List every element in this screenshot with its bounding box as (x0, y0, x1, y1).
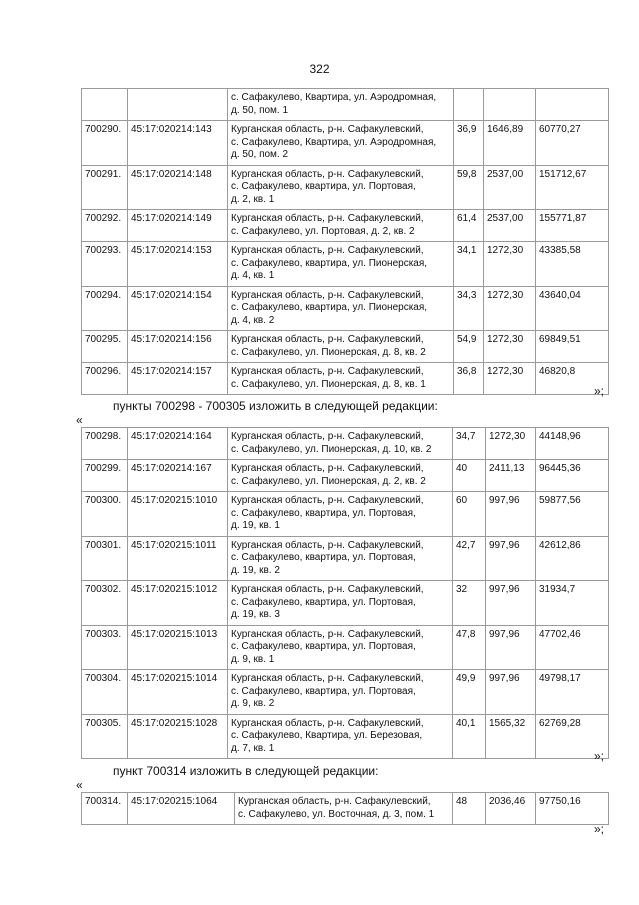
area-cell (453, 428, 486, 460)
unit-value-cell (484, 121, 536, 166)
unit-value: 997,96 (489, 584, 520, 595)
address-cell (228, 286, 454, 331)
row-number: 700290. (85, 124, 122, 135)
row-number: 700314. (85, 796, 122, 807)
row-number-cell (82, 331, 128, 363)
cadastral-value: 49798,17 (539, 673, 581, 684)
unit-value-cell (484, 242, 536, 287)
cadastral-value: 44148,96 (539, 431, 581, 442)
cadastral-number: 45:17:020214:143 (131, 124, 212, 135)
cadastral-number-cell (128, 242, 228, 287)
area: 32 (456, 584, 468, 595)
row-number: 700296. (85, 366, 122, 377)
cadastral-number-cell (128, 210, 228, 242)
area-cell (454, 286, 484, 331)
cadastral-value-cell (536, 286, 609, 331)
unit-value-cell (486, 625, 536, 670)
unit-value-cell (486, 793, 536, 825)
row-number: 700295. (85, 334, 122, 345)
unit-value-cell (484, 89, 536, 121)
address-line: с. Сафакулево, Квартира, ул. Аэродромная, (231, 136, 437, 148)
address-line: Курганская область, р-н. Сафакулевский, (231, 168, 424, 180)
unit-value-cell (484, 210, 536, 242)
table-row (82, 286, 609, 331)
address-line: с. Сафакулево, Квартира, ул. Березовая, (231, 730, 423, 741)
area-cell (453, 460, 486, 492)
unit-value-cell (486, 428, 536, 460)
unit-value: 1272,30 (487, 334, 524, 345)
table-1 (81, 88, 609, 395)
row-number-cell (82, 121, 128, 166)
table-2 (81, 427, 609, 759)
area: 40,1 (456, 717, 476, 729)
address-line: Курганская область, р-н. Сафакулевский, (231, 673, 424, 684)
area: 34,1 (457, 245, 477, 256)
address-cell (228, 331, 454, 363)
area-cell (453, 670, 486, 715)
address-line: д. 7, кв. 1 (231, 742, 275, 754)
address-cell (228, 670, 453, 715)
cadastral-value: 155771,87 (539, 213, 587, 224)
unit-value: 997,96 (489, 673, 520, 684)
area: 54,9 (457, 334, 477, 345)
cadastral-number: 45:17:020215:1014 (131, 673, 218, 684)
cadastral-number: 45:17:020215:1013 (131, 628, 218, 640)
unit-value: 2537,00 (487, 168, 524, 180)
row-number-cell (82, 428, 128, 460)
area-cell (453, 536, 486, 581)
address-line: с. Сафакулево, квартира, ул. Пионерская, (231, 302, 428, 313)
row-number-cell (82, 286, 128, 331)
unit-value: 1272,30 (487, 245, 524, 256)
address-line: Курганская область, р-н. Сафакулевский, (231, 463, 424, 474)
cadastral-value: 31934,7 (539, 584, 576, 595)
area-cell (453, 714, 486, 759)
address-line: с. Сафакулево, квартира, ул. Портовая, (231, 181, 416, 192)
address-cell (228, 210, 454, 242)
address-line: с. Сафакулево, квартира, ул. Портовая, (231, 507, 416, 519)
address-line: д. 19, кв. 3 (231, 609, 280, 620)
area: 40 (456, 463, 468, 474)
cadastral-value: 96445,36 (539, 463, 581, 474)
cadastral-value: 151712,67 (539, 168, 587, 180)
area: 34,3 (457, 289, 477, 301)
row-number: 700305. (85, 717, 122, 729)
open-quote-1: « (76, 413, 83, 427)
area-cell (454, 121, 484, 166)
table-row (82, 210, 609, 242)
cadastral-number: 45:17:020214:167 (131, 463, 212, 474)
cadastral-value: 97750,16 (539, 796, 581, 807)
area-cell (453, 581, 486, 626)
unit-value-cell (486, 670, 536, 715)
area-cell (454, 89, 484, 121)
address-line: с. Сафакулево, ул. Портовая, д. 2, кв. 2 (231, 225, 415, 237)
row-number: 700292. (85, 213, 122, 224)
row-number-cell (82, 242, 128, 287)
table-3 (81, 792, 609, 825)
address-line: с. Сафакулево, ул. Восточная, д. 3, пом. 1 (238, 808, 435, 820)
area: 36,9 (457, 124, 477, 135)
area-cell (454, 242, 484, 287)
unit-value: 1565,32 (489, 717, 526, 729)
cadastral-number-cell (128, 286, 228, 331)
table-row (82, 363, 609, 395)
address-line: д. 50, пом. 1 (231, 104, 289, 116)
cadastral-value: 69849,51 (539, 334, 581, 345)
address-line: с. Сафакулево, ул. Пионерская, д. 8, кв. 2 (231, 346, 426, 358)
cadastral-number: 45:17:020215:1064 (131, 796, 218, 807)
unit-value-cell (486, 714, 536, 759)
address-line: д. 50, пом. 2 (231, 149, 289, 160)
cadastral-number: 45:17:020214:149 (131, 213, 212, 224)
paragraph-item-700314: пункт 700314 изложить в следующей редакции: (113, 764, 379, 778)
address-line: с. Сафакулево, ул. Пионерская, д. 8, кв. 1 (231, 378, 426, 390)
row-number-cell (82, 89, 128, 121)
table-row (82, 242, 609, 287)
area: 42,7 (456, 539, 476, 551)
table-row (82, 793, 609, 825)
unit-value: 1272,30 (487, 366, 524, 377)
unit-value: 1272,30 (487, 289, 524, 301)
address-line: с. Сафакулево, квартира, ул. Портовая, (231, 641, 416, 652)
address-line: с. Сафакулево, ул. Пионерская, д. 10, кв. 2 (231, 443, 432, 455)
address-line: с. Сафакулево, квартира, ул. Портовая, (231, 596, 416, 608)
page-number: 322 (309, 62, 330, 76)
address-cell (228, 428, 453, 460)
cadastral-number: 45:17:020214:148 (131, 168, 212, 180)
address-line: д. 4, кв. 1 (231, 270, 275, 281)
row-number-cell (82, 460, 128, 492)
cadastral-value: 60770,27 (539, 124, 581, 135)
cadastral-number-cell (128, 165, 228, 210)
unit-value-cell (484, 363, 536, 395)
cadastral-number: 45:17:020215:1012 (131, 584, 218, 595)
cadastral-number-cell (128, 492, 228, 537)
cadastral-number: 45:17:020214:157 (131, 366, 212, 377)
address-cell (228, 121, 454, 166)
cadastral-number: 45:17:020215:1011 (131, 539, 217, 551)
row-number-cell (82, 793, 128, 825)
address-line: Курганская область, р-н. Сафакулевский, (231, 124, 424, 135)
unit-value: 2537,00 (487, 213, 524, 224)
address-line: Курганская область, р-н. Сафакулевский, (231, 334, 424, 345)
address-cell (228, 714, 453, 759)
address-cell (228, 363, 454, 395)
unit-value: 2036,46 (489, 796, 526, 807)
cadastral-value: 47702,46 (539, 628, 581, 640)
cadastral-value: 59877,56 (539, 495, 581, 506)
address-line: Курганская область, р-н. Сафакулевский, (231, 366, 424, 377)
table-row (82, 331, 609, 363)
address-cell (228, 625, 453, 670)
unit-value-cell (484, 286, 536, 331)
address-line: с. Сафакулево, ул. Пионерская, д. 2, кв. 2 (231, 475, 426, 487)
cadastral-value-cell (536, 210, 609, 242)
table-row (82, 581, 609, 626)
cadastral-number-cell (128, 581, 228, 626)
area-cell (454, 165, 484, 210)
row-number-cell (82, 363, 128, 395)
area-cell (453, 793, 486, 825)
table-row (82, 165, 609, 210)
address-line: д. 2, кв. 1 (231, 193, 275, 205)
cadastral-number-cell (128, 670, 228, 715)
address-line: с. Сафакулево, квартира, ул. Пионерская, (231, 257, 428, 269)
unit-value: 2411,13 (489, 463, 525, 474)
paragraph-items-700298-700305: пункты 700298 - 700305 изложить в следующей редакции: (113, 399, 438, 413)
cadastral-value-cell (536, 242, 609, 287)
cadastral-value: 46820,8 (539, 366, 576, 377)
table-row (82, 536, 609, 581)
address-cell (235, 793, 453, 825)
row-number: 700300. (85, 495, 122, 506)
row-number: 700293. (85, 245, 122, 256)
cadastral-number-cell (128, 331, 228, 363)
address-line: д. 9, кв. 1 (231, 653, 275, 665)
unit-value-cell (486, 581, 536, 626)
unit-value: 1272,30 (489, 431, 526, 442)
unit-value-cell (484, 331, 536, 363)
row-number-cell (82, 714, 128, 759)
table-row (82, 121, 609, 166)
unit-value-cell (484, 165, 536, 210)
cadastral-number-cell (128, 428, 228, 460)
row-number-cell (82, 625, 128, 670)
cadastral-value-cell (536, 793, 609, 825)
area: 47,8 (456, 628, 476, 640)
cadastral-value-cell (536, 670, 609, 715)
row-number-cell (82, 210, 128, 242)
address-line: Курганская область, р-н. Сафакулевский, (231, 289, 424, 301)
address-line: Курганская область, р-н. Сафакулевский, (231, 431, 424, 442)
address-line: Курганская область, р-н. Сафакулевский, (231, 495, 424, 506)
address-line: Курганская область, р-н. Сафакулевский, (231, 213, 424, 224)
address-line: Курганская область, р-н. Сафакулевский, (231, 717, 424, 729)
address-line: с. Сафакулево, Квартира, ул. Аэродромная, (231, 92, 437, 103)
cadastral-number-cell (128, 793, 235, 825)
row-number: 700294. (85, 289, 122, 301)
cadastral-number: 45:17:020215:1010 (131, 495, 218, 506)
open-quote-2: « (76, 778, 83, 792)
table-row (82, 492, 609, 537)
cadastral-value: 43640,04 (539, 289, 581, 301)
address-cell (228, 242, 454, 287)
cadastral-number-cell (128, 714, 228, 759)
unit-value-cell (486, 492, 536, 537)
unit-value: 997,96 (489, 495, 520, 506)
table-row (82, 89, 609, 121)
table-row (82, 460, 609, 492)
cadastral-number-cell (128, 536, 228, 581)
address-cell (228, 536, 453, 581)
area: 49,9 (456, 673, 476, 684)
cadastral-number-cell (128, 363, 228, 395)
unit-value-cell (486, 460, 536, 492)
unit-value: 1646,89 (487, 124, 524, 135)
area: 48 (456, 796, 468, 807)
row-number: 700303. (85, 628, 122, 640)
cadastral-number: 45:17:020214:164 (131, 431, 212, 442)
cadastral-value-cell (536, 331, 609, 363)
cadastral-value-cell (536, 460, 609, 492)
cadastral-value-cell (536, 536, 609, 581)
cadastral-value-cell (536, 492, 609, 537)
row-number-cell (82, 536, 128, 581)
close-quote-3: »; (594, 822, 605, 836)
close-quote-2: »; (594, 749, 605, 763)
address-cell (228, 89, 454, 121)
area: 59,8 (457, 168, 477, 180)
close-quote-1: »; (594, 384, 605, 398)
address-cell (228, 165, 454, 210)
row-number: 700299. (85, 463, 122, 474)
cadastral-value: 42612,86 (539, 539, 581, 551)
cadastral-number-cell (128, 89, 228, 121)
cadastral-number-cell (128, 625, 228, 670)
address-line: Курганская область, р-н. Сафакулевский, (231, 584, 424, 595)
cadastral-value-cell (536, 121, 609, 166)
cadastral-number-cell (128, 121, 228, 166)
cadastral-number: 45:17:020214:154 (131, 289, 212, 301)
address-line: Курганская область, р-н. Сафакулевский, (231, 245, 424, 256)
row-number-cell (82, 670, 128, 715)
address-line: д. 19, кв. 1 (231, 520, 280, 531)
area-cell (454, 210, 484, 242)
cadastral-value: 62769,28 (539, 717, 581, 729)
address-line: с. Сафакулево, квартира, ул. Портовая, (231, 552, 416, 563)
row-number: 700298. (85, 431, 122, 442)
unit-value-cell (486, 536, 536, 581)
cadastral-value-cell (536, 581, 609, 626)
row-number: 700291. (85, 168, 122, 180)
address-cell (228, 581, 453, 626)
row-number-cell (82, 492, 128, 537)
address-line: Курганская область, р-н. Сафакулевский, (231, 628, 424, 640)
cadastral-value: 43385,58 (539, 245, 581, 256)
address-line: д. 4, кв. 2 (231, 314, 275, 326)
area-cell (453, 492, 486, 537)
address-line: д. 19, кв. 2 (231, 564, 280, 576)
unit-value: 997,96 (489, 628, 520, 640)
address-cell (228, 492, 453, 537)
address-line: д. 9, кв. 2 (231, 698, 275, 709)
area-cell (454, 331, 484, 363)
area: 36,8 (457, 366, 477, 377)
address-line: Курганская область, р-н. Сафакулевский, (238, 796, 431, 807)
row-number-cell (82, 581, 128, 626)
cadastral-value-cell (536, 165, 609, 210)
area-cell (454, 363, 484, 395)
unit-value: 997,96 (489, 539, 520, 551)
row-number: 700304. (85, 673, 122, 684)
area-cell (453, 625, 486, 670)
address-line: с. Сафакулево, квартира, ул. Портовая, (231, 685, 416, 697)
area: 60 (456, 495, 468, 506)
row-number-cell (82, 165, 128, 210)
table-row (82, 714, 609, 759)
table-row (82, 428, 609, 460)
row-number: 700301. (85, 539, 122, 551)
address-cell (228, 460, 453, 492)
cadastral-value-cell (536, 89, 609, 121)
cadastral-number-cell (128, 460, 228, 492)
table-row (82, 625, 609, 670)
address-line: Курганская область, р-н. Сафакулевский, (231, 539, 424, 551)
row-number: 700302. (85, 584, 122, 595)
cadastral-value-cell (536, 625, 609, 670)
area: 34,7 (456, 431, 476, 442)
cadastral-value-cell (536, 428, 609, 460)
cadastral-number: 45:17:020214:156 (131, 334, 212, 345)
cadastral-number: 45:17:020215:1028 (131, 717, 218, 729)
area: 61,4 (457, 213, 477, 224)
table-row (82, 670, 609, 715)
cadastral-number: 45:17:020214:153 (131, 245, 212, 256)
